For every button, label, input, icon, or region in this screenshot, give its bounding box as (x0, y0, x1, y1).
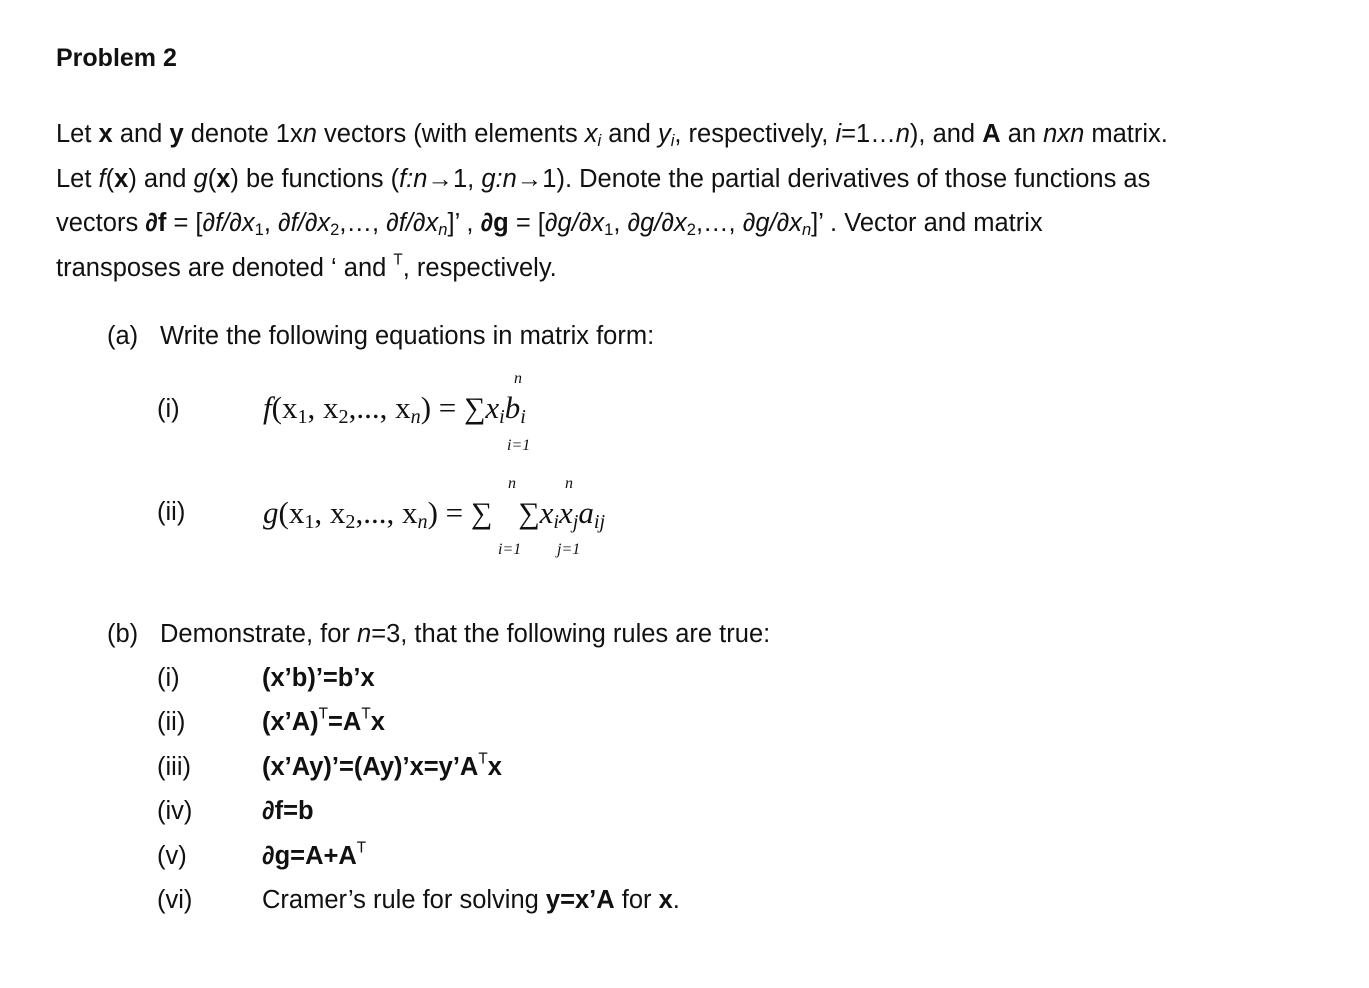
eq-text: x (559, 495, 573, 530)
eq2-lower-limit-1: i=1 (498, 541, 522, 558)
italic-g: g (193, 164, 208, 193)
bold-text: y=x’A (545, 886, 615, 914)
italic-x: x (584, 120, 598, 148)
eq-text: ) = (420, 390, 464, 425)
text: ∂g=A+A (262, 842, 357, 870)
superscript: T (356, 839, 367, 857)
text: = [ (508, 209, 545, 238)
text: ) be functions ( (230, 164, 400, 193)
italic-y: y (657, 120, 671, 148)
eq-text: x (485, 390, 500, 425)
text: Let (56, 164, 99, 193)
subscript: 2 (330, 220, 340, 240)
eq-text: x (539, 495, 554, 530)
text: →1, (427, 164, 482, 193)
rule-label: (iii) (157, 753, 191, 781)
text: , respectively, (674, 120, 836, 148)
text: ,…, (695, 209, 743, 238)
bold-df: ∂f (145, 209, 167, 238)
bold-y: y (169, 120, 184, 148)
part-b-label: (b) (107, 620, 139, 648)
text: (x’Ay)’=(Ay)’x=y’A (262, 753, 479, 781)
text: , respectively. (402, 253, 557, 282)
text: for (614, 886, 659, 914)
bold-x: x (98, 120, 113, 148)
italic-n: n (302, 120, 317, 148)
italic-n: n (357, 620, 372, 648)
eq2-lower-limit-2: j=1 (557, 541, 581, 558)
equation-1 (263, 390, 526, 429)
eq-text: a (578, 495, 594, 530)
eq-text: (x (271, 390, 298, 425)
eq1-label: (i) (157, 395, 180, 423)
text: an (1000, 120, 1044, 148)
text: x (487, 753, 502, 781)
bold-A: A (982, 120, 1001, 148)
partial: ∂f/∂x (278, 209, 331, 238)
superscript: T (361, 705, 371, 723)
eq-sub: 1 (304, 511, 315, 534)
subscript: 1 (254, 220, 264, 240)
eq-sub: ij (593, 511, 606, 534)
italic-i: i (835, 120, 842, 148)
eq2-label: (ii) (157, 498, 186, 526)
eq-text: b (504, 390, 521, 425)
equation-2 (263, 495, 606, 534)
bold-x: x (114, 164, 129, 193)
italic-gn: g:n (481, 164, 517, 193)
text: ( (207, 164, 217, 193)
eq-sub: 2 (345, 511, 356, 534)
rule-2 (262, 705, 385, 737)
eq1-upper-limit: n (514, 370, 522, 387)
rule-6 (262, 886, 680, 915)
text: Demonstrate, for (160, 620, 357, 648)
eq-sub: i (520, 406, 526, 429)
italic-n: n (895, 120, 910, 148)
text: ( (105, 164, 115, 193)
problem-title: Problem 2 (56, 44, 177, 72)
partial: ∂g/∂x (742, 209, 802, 238)
text: transposes are denoted ‘ and (56, 253, 394, 282)
rule-label: (v) (157, 842, 187, 870)
sigma-symbol: ∑ (464, 392, 486, 425)
eq-sub: i (553, 511, 560, 534)
text: and (112, 120, 170, 148)
text: and (601, 120, 658, 148)
sigma-symbol: ∑ (518, 497, 540, 530)
sigma-symbol: ∑ (470, 497, 493, 530)
superscript: T (478, 750, 488, 768)
eq-text: f (263, 390, 272, 425)
text: = [ (166, 209, 203, 238)
partial: ∂g/∂x (544, 209, 605, 238)
part-b-text (160, 620, 770, 649)
rule-label: (ii) (157, 708, 186, 736)
rule-3 (262, 750, 502, 782)
text: . (672, 886, 680, 914)
text: Let (56, 120, 99, 148)
text: , (263, 209, 279, 238)
bold-text: x (658, 886, 673, 914)
subscript: 2 (686, 220, 696, 240)
eq-text: g (263, 495, 279, 530)
eq-sub: j (572, 511, 579, 534)
intro-paragraph (56, 112, 1336, 290)
eq-text: ) = (427, 495, 471, 530)
text: →1). Denote the partial derivatives of those functions as (516, 164, 1151, 193)
text: matrix. (1084, 120, 1168, 148)
eq-text: , x (314, 495, 346, 530)
partial: ∂g/∂x (627, 209, 687, 238)
part-a-text: Write the following equations in matrix form: (160, 322, 655, 350)
text: , (613, 209, 628, 238)
subscript: i (670, 131, 675, 151)
text: =3, that the following rules are true: (371, 620, 771, 648)
eq-text: ,..., x (348, 390, 411, 425)
italic-nxn: nxn (1043, 120, 1085, 148)
eq-text: ,..., x (355, 495, 418, 530)
text: ]’ , (447, 209, 481, 238)
subscript: 1 (604, 220, 614, 240)
italic-f: f (98, 164, 106, 193)
eq-sub: n (417, 511, 428, 534)
intro-line-2 (56, 157, 1336, 202)
eq-sub: n (410, 406, 421, 429)
rule-4: ∂f=b (262, 797, 314, 825)
eq2-upper-limit-1: n (508, 475, 516, 492)
text: ), and (909, 120, 983, 148)
eq2-upper-limit-2: n (565, 475, 573, 492)
text: denote 1x (183, 120, 303, 148)
text: x (370, 708, 385, 736)
eq-sub: 1 (297, 406, 308, 429)
partial: ∂f/∂x (202, 209, 255, 238)
italic-fn: f:n (399, 164, 428, 193)
bold-dg: ∂g (480, 209, 509, 238)
rule-label: (i) (157, 664, 180, 692)
eq-sub: i (499, 406, 505, 429)
text: Cramer’s rule for solving (262, 886, 546, 914)
text: ) and (128, 164, 194, 193)
text: (x’A) (262, 708, 319, 736)
superscript: T (393, 251, 403, 269)
eq-text: (x (278, 495, 305, 530)
text: vectors (56, 209, 146, 238)
eq-sub: 2 (338, 406, 349, 429)
text: =1… (841, 120, 896, 148)
intro-line-1 (56, 112, 1336, 157)
superscript: T (318, 705, 329, 723)
part-a-label: (a) (107, 322, 139, 350)
text: ,…, (339, 209, 387, 238)
text: ]’ . Vector and matrix (811, 209, 1043, 238)
text: =A (328, 708, 362, 736)
partial: ∂f/∂x (386, 209, 439, 238)
intro-line-3 (56, 201, 1336, 246)
eq-text: , x (307, 390, 339, 425)
subscript: i (597, 131, 602, 151)
subscript: n (438, 220, 448, 240)
subscript: n (801, 220, 812, 240)
bold-x: x (216, 164, 231, 193)
rule-1: (x’b)’=b’x (262, 664, 375, 692)
eq1-lower-limit: i=1 (507, 437, 531, 454)
text: vectors (with elements (316, 120, 585, 148)
intro-line-4 (56, 246, 1336, 291)
rule-5 (262, 839, 367, 871)
rule-label: (iv) (157, 797, 193, 825)
rule-label: (vi) (157, 886, 193, 914)
